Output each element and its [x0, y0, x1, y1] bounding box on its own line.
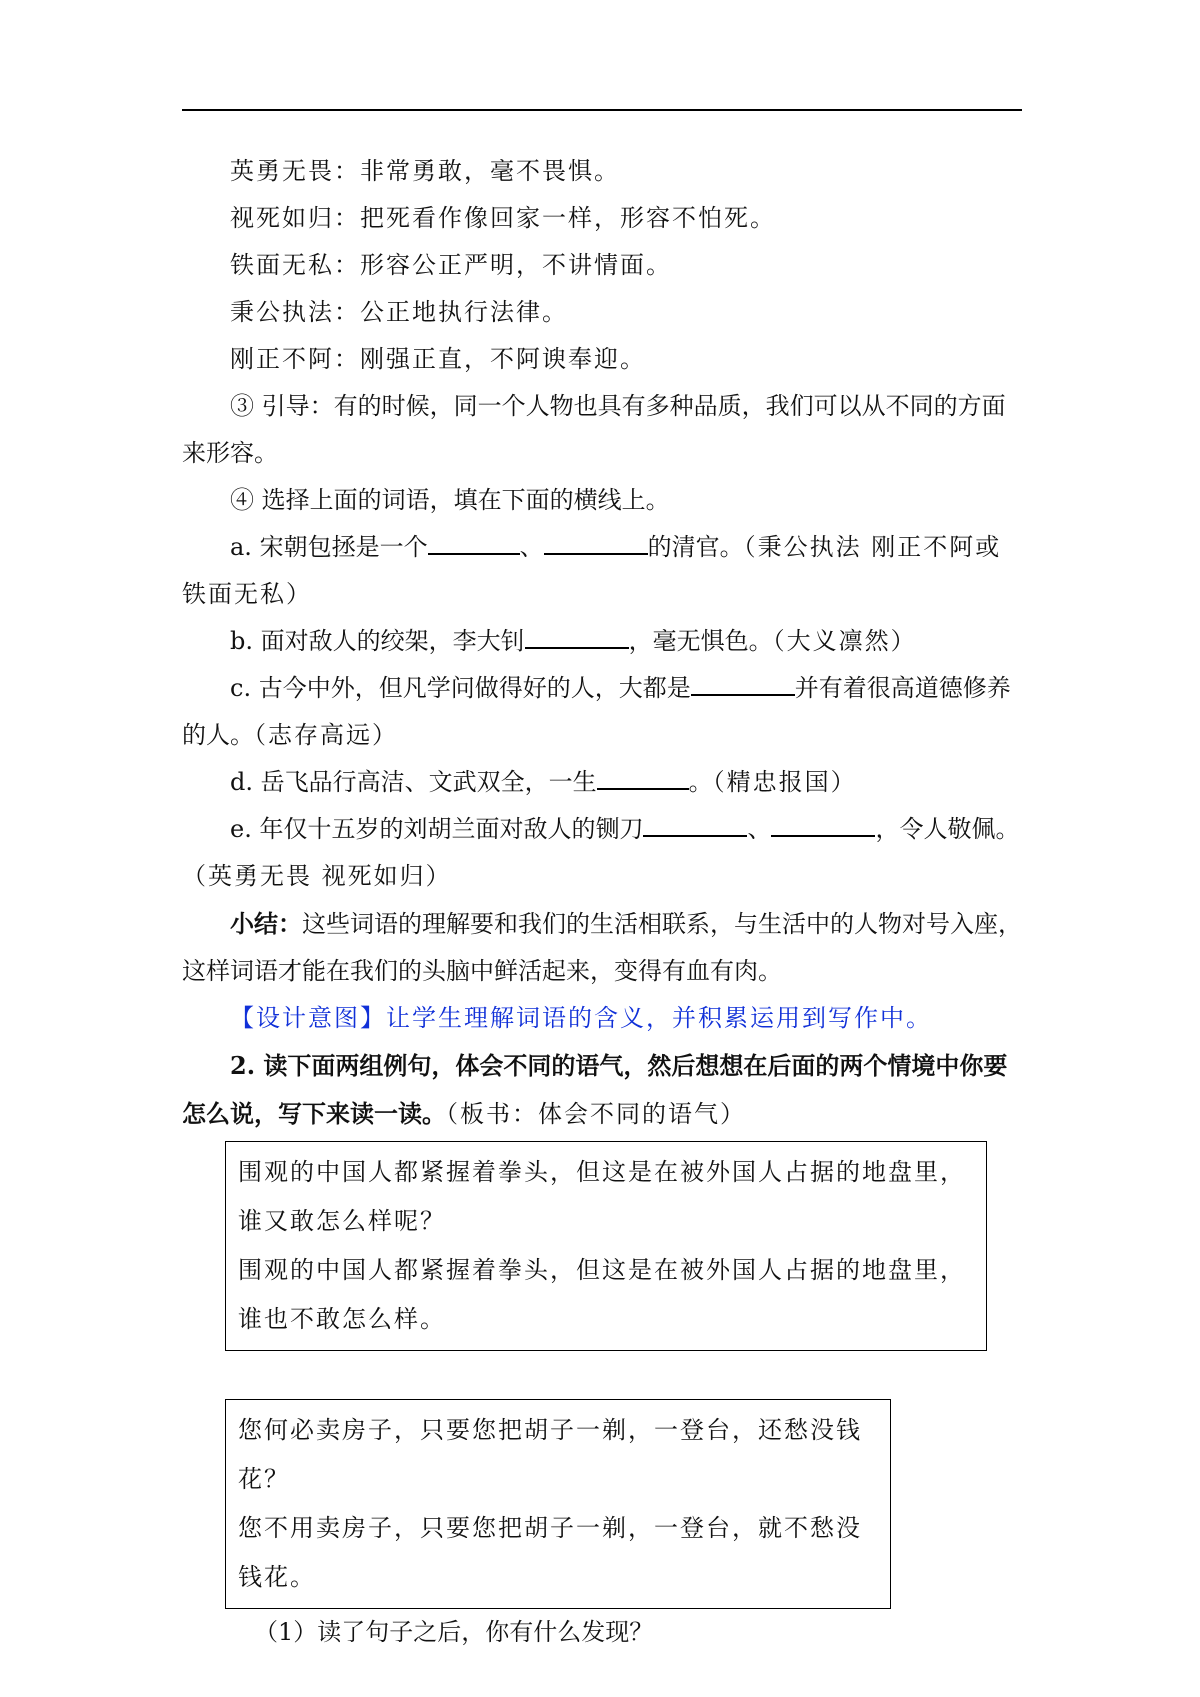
definition-meaning: 公正地执行法律。: [360, 298, 568, 326]
definition-term: 铁面无私: [230, 251, 334, 279]
definition-separator: ：: [334, 345, 360, 373]
answer-blank: [643, 813, 747, 837]
exercise-b: [182, 618, 1022, 665]
exercise-hint: （秉公执法 刚正不阿或铁面无私）: [182, 533, 1002, 608]
example-sentence: 围观的中国人都紧握着拳头，但这是在被外国人占据的地盘里，谁也不敢怎么样。: [238, 1256, 966, 1333]
definition-separator: ：: [334, 204, 360, 232]
example-sentence: 您不用卖房子，只要您把胡子一剃，一登台，就不愁没钱花。: [238, 1514, 862, 1591]
exercise-text: c. 古今中外，但凡学问做得好的人，大都是: [230, 674, 691, 702]
task-2-note: （板书：体会不同的语气）: [446, 1100, 746, 1128]
answer-blank: [428, 531, 520, 555]
summary-label: 小结：: [230, 909, 302, 938]
exercise-e: [182, 806, 1022, 900]
example-box-2: [225, 1399, 891, 1609]
definition-item: [182, 148, 1022, 195]
task-2-text: 2. 读下面两组例句，体会不同的语气，然后想想在后面的两个情境中你要怎么说，写下来读一读。: [182, 1051, 1008, 1128]
exercise-c: [182, 665, 1022, 759]
exercise-text: ，毫无惧色。: [628, 627, 773, 655]
definition-separator: ：: [334, 298, 360, 326]
exercise-text: d. 岳飞品行高洁、文武双全，一生: [230, 768, 597, 796]
answer-blank: [544, 531, 648, 555]
exercise-text: b. 面对敌人的绞架，李大钊: [230, 627, 525, 655]
definition-meaning: 刚强正直，不阿谀奉迎。: [360, 345, 646, 373]
definition-item: [182, 289, 1022, 336]
exercise-text: 的清官。: [647, 533, 744, 561]
definition-meaning: 非常勇敢，毫不畏惧。: [360, 157, 620, 185]
exercise-text: ，令人敬佩。: [875, 815, 1020, 843]
exercise-d: [182, 759, 1022, 806]
definition-meaning: 形容公正严明，不讲情面。: [360, 251, 672, 279]
task-2: [182, 1042, 1022, 1138]
definition-term: 秉公执法: [230, 298, 334, 326]
exercise-hint: （精忠报国）: [712, 768, 857, 796]
header-rule: [182, 109, 1022, 111]
definition-term: 英勇无畏: [230, 157, 334, 185]
exercise-hint: （大义凛然）: [772, 627, 917, 655]
exercise-hint: （志存高远）: [254, 721, 398, 749]
definition-item: [182, 336, 1022, 383]
exercise-a: [182, 524, 1022, 618]
guide-step-4: ④ 选择上面的词语，填在下面的横线上。: [230, 486, 670, 514]
exercise-text: 、: [519, 533, 544, 561]
definition-separator: ：: [334, 251, 360, 279]
answer-blank: [597, 766, 689, 790]
guide-step-3: ③ 引导：有的时候，同一个人物也具有多种品质，我们可以从不同的方面来形容。: [182, 392, 1006, 467]
definition-separator: ：: [334, 157, 360, 185]
exercise-hint: （英勇无畏 视死如归）: [182, 862, 452, 890]
example-sentence: 围观的中国人都紧握着拳头，但这是在被外国人占据的地盘里，谁又敢怎么样呢？: [238, 1158, 966, 1235]
definition-term: 视死如归: [230, 204, 334, 232]
summary-text: 这些词语的理解要和我们的生活相联系，与生活中的人物对号入座，这样词语才能在我们的头脑中鲜活起来，变得有血有肉。: [182, 910, 1022, 985]
exercise-text: e. 年仅十五岁的刘胡兰面对敌人的铡刀: [230, 815, 644, 843]
definition-meaning: 把死看作像回家一样，形容不怕死。: [360, 204, 776, 232]
summary: [182, 900, 1022, 995]
definition-item: [182, 195, 1022, 242]
answer-blank: [771, 813, 875, 837]
answer-blank: [691, 672, 795, 696]
example-box-1: [225, 1141, 987, 1351]
exercise-text: 、: [747, 815, 772, 843]
design-intent: 【设计意图】让学生理解词语的含义，并积累运用到写作中。: [230, 1004, 932, 1032]
answer-blank: [525, 625, 629, 649]
definition-item: [182, 242, 1022, 289]
exercise-text: 。: [688, 768, 713, 796]
exercise-text: a. 宋朝包拯是一个: [230, 533, 428, 561]
document-body: [182, 148, 1022, 1656]
question-1: （1）读了句子之后，你有什么发现？: [254, 1618, 654, 1646]
definition-term: 刚正不阿: [230, 345, 334, 373]
exercise-text: 并有着很高道德修养的人。: [182, 674, 1011, 749]
example-sentence: 您何必卖房子，只要您把胡子一剃，一登台，还愁没钱花？: [238, 1416, 862, 1493]
